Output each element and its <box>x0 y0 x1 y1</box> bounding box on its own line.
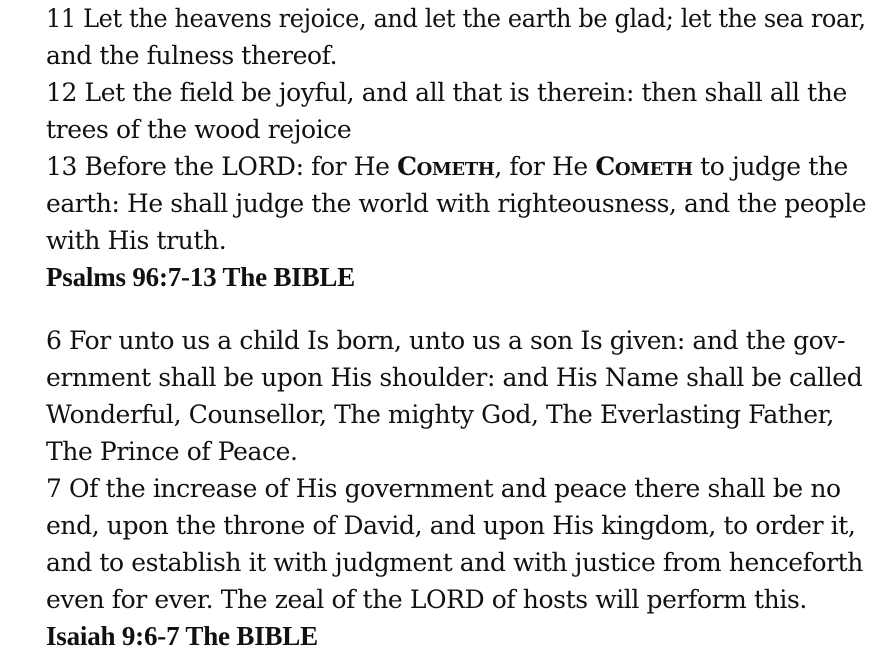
scripture-reference: Psalms 96:7-13 The BIBLE <box>46 262 355 292</box>
cometh-word: Cometh <box>397 152 495 181</box>
document-page <box>46 0 866 655</box>
verse-line: 7 Of the increase of His government and peace there shall be no <box>46 474 841 503</box>
scripture-reference: Isaiah 9:6-7 The BIBLE <box>46 621 318 651</box>
verse-line: and the fulness thereof. <box>46 41 338 70</box>
verse-line: ernment shall be upon His shoulder: and His Name shall be called <box>46 363 863 392</box>
verse-line: even for ever. The zeal of the LORD of hosts will perform this. <box>46 585 807 614</box>
verse-text: 13 Before the LORD: for He <box>46 152 398 181</box>
verse-line: with His truth. <box>46 226 227 255</box>
verse-text: to judge the <box>692 152 848 181</box>
paragraph-gap <box>46 296 866 322</box>
verse-line: The Prince of Peace. <box>46 437 298 466</box>
verse-13-line <box>46 148 866 185</box>
verse-line: trees of the wood rejoice <box>46 115 352 144</box>
verse-line: 11 Let the heavens rejoice, and let the earth be glad; let the sea roar, <box>46 4 866 33</box>
verse-line: Wonderful, Counsellor, The mighty God, The Everlasting Father, <box>46 400 834 429</box>
verse-line: earth: He shall judge the world with righteousness, and the people <box>46 189 867 218</box>
verse-line: end, upon the throne of David, and upon His kingdom, to order it, <box>46 511 856 540</box>
verse-line: and to establish it with judgment and with justice from henceforth <box>46 548 863 577</box>
verse-text: , for He <box>494 152 596 181</box>
passage-isaiah-9 <box>46 322 866 655</box>
passage-psalms-96 <box>46 0 866 296</box>
cometh-word: Cometh <box>595 152 693 181</box>
verse-line: 12 Let the field be joyful, and all that is therein: then shall all the <box>46 78 847 107</box>
verse-line: 6 For unto us a child Is born, unto us a son Is given: and the gov- <box>46 326 846 355</box>
